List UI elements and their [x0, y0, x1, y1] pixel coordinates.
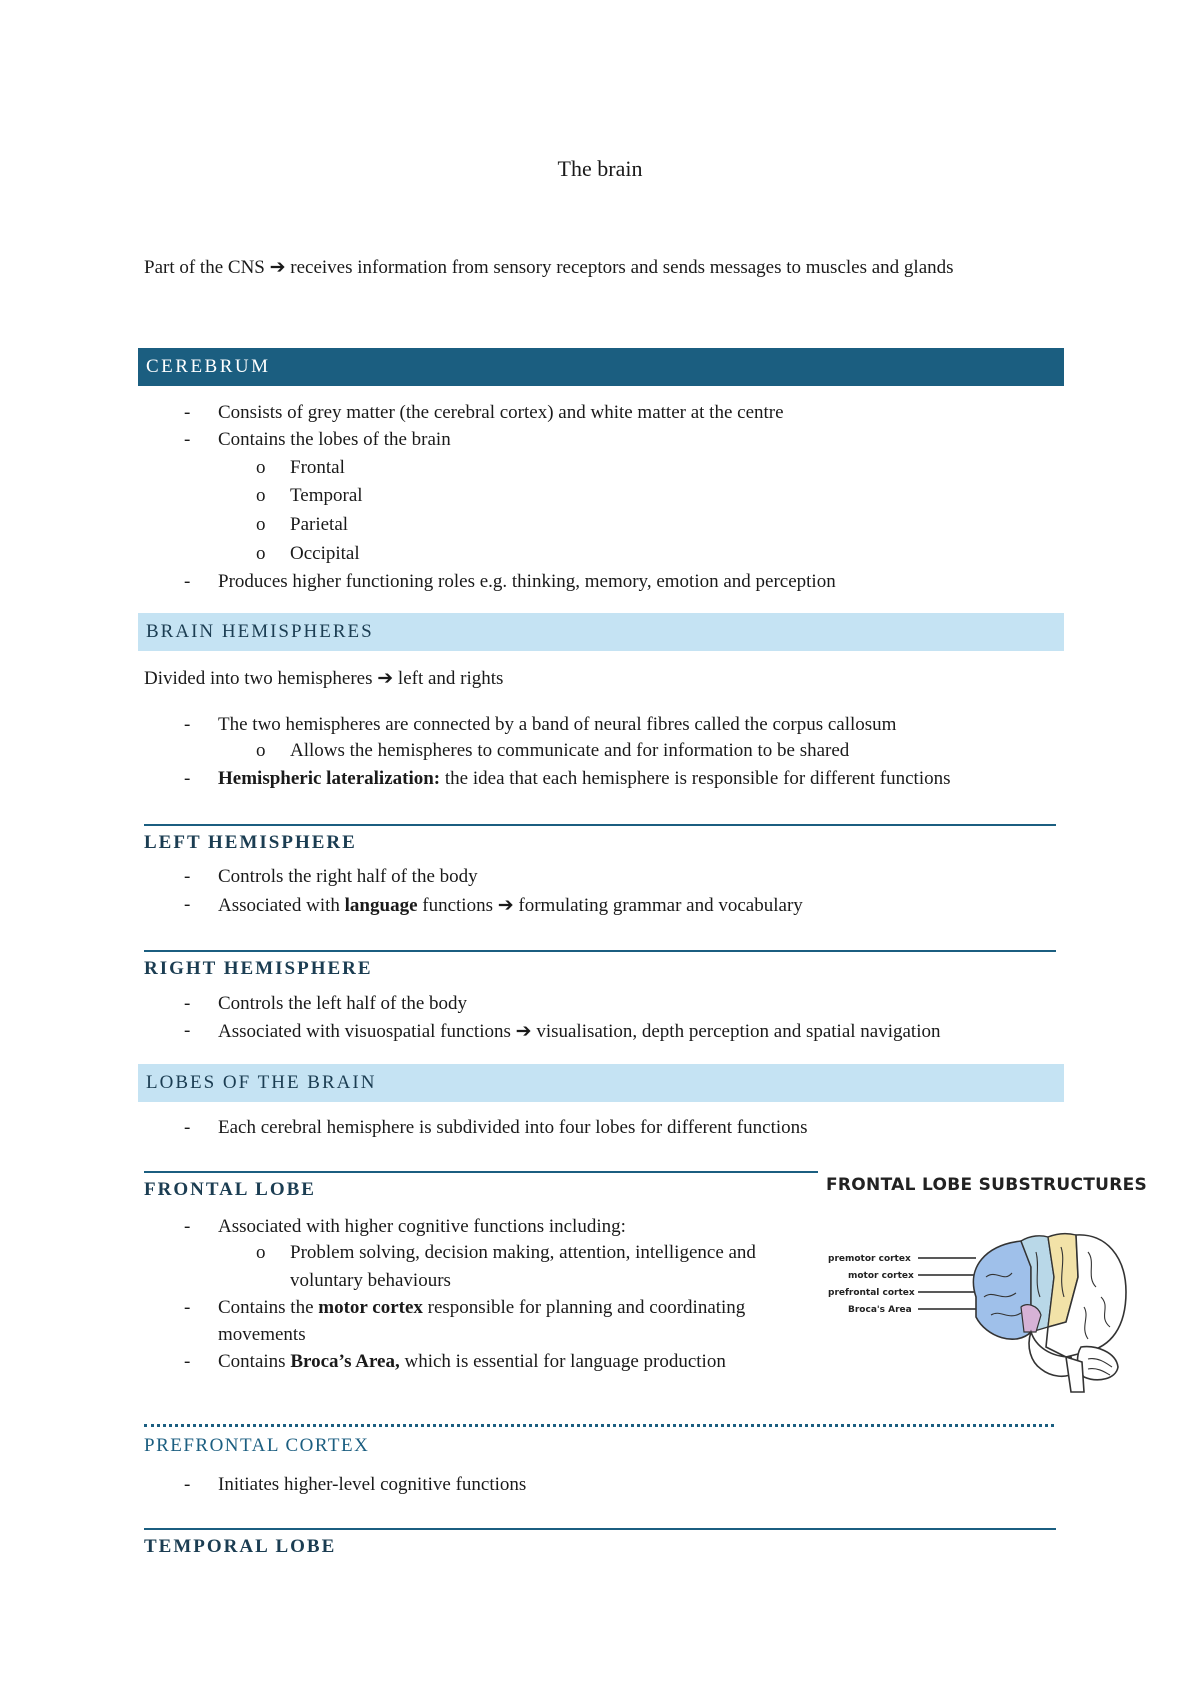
hemispheres-intro-before: Divided into two hemispheres: [144, 668, 378, 689]
figure-title: FRONTAL LOBE SUBSTRUCTURES: [826, 1175, 1148, 1195]
temporal-lobe-heading-rule: [144, 1528, 1056, 1557]
frontal-bullet-2: [218, 1297, 745, 1319]
frontal-sub-1-line-2: voluntary behaviours: [290, 1270, 451, 1291]
hemispheres-heading-bar: [138, 613, 1064, 651]
hemispheres-intro-after: left and rights: [393, 668, 504, 689]
rh-text: Associated with visuospatial functions: [218, 1021, 516, 1042]
sub-bullet-marker: o: [256, 457, 266, 478]
brain-diagram-icon: [826, 1197, 1132, 1407]
frontal-sub-1-line-1: Problem solving, decision making, attention, intelligence and: [290, 1242, 756, 1263]
lh-bold: language: [344, 895, 418, 916]
lobes-heading: LOBES OF THE BRAIN: [146, 1072, 377, 1093]
hemispheres-heading: BRAIN HEMISPHERES: [146, 621, 374, 642]
dash-marker: -: [184, 768, 191, 789]
cerebrum-bullet-3: Produces higher functioning roles e.g. thinking, memory, emotion and perception: [218, 571, 836, 592]
sub-bullet-marker: o: [256, 543, 266, 564]
hemispheres-sub-1: Allows the hemispheres to communicate and for information to be shared: [290, 740, 850, 761]
prefrontal-bullet-1: Initiates higher-level cognitive functions: [218, 1474, 527, 1495]
lobes-bullet-1: Each cerebral hemisphere is subdivided into four lobes for different functions: [218, 1117, 808, 1138]
dash-marker: -: [184, 1020, 191, 1041]
lateralization-definition: the idea that each hemisphere is responsible for different functions: [440, 768, 951, 789]
dash-marker: -: [184, 866, 191, 887]
lobe-item-temporal: Temporal: [290, 485, 363, 506]
prefrontal-heading: PREFRONTAL CORTEX: [144, 1435, 370, 1456]
left-hemisphere-heading: LEFT HEMISPHERE: [144, 832, 357, 853]
arrow-icon: ➔: [377, 668, 394, 689]
arrow-icon: ➔: [515, 1021, 532, 1042]
intro-line: [144, 256, 954, 279]
lobe-item-parietal: Parietal: [290, 514, 349, 535]
label-prefrontal-cortex: prefrontal cortex: [828, 1288, 915, 1298]
lh-text-after: functions: [417, 895, 498, 916]
hemispheres-intro: [144, 667, 503, 690]
brocas-area-term: Broca’s Area,: [290, 1351, 400, 1372]
right-hemisphere-heading-rule: [144, 950, 1056, 979]
rh-tail: visualisation, depth perception and spatial navigation: [531, 1021, 941, 1042]
label-brocas-area: Broca's Area: [848, 1305, 912, 1315]
motor-cortex-term: motor cortex: [318, 1297, 423, 1318]
hemispheres-bullet-2: [218, 768, 951, 790]
hemispheres-bullet-1: The two hemispheres are connected by a band of neural fibres called the corpus callosum: [218, 714, 897, 735]
sub-bullet-marker: o: [256, 740, 266, 761]
dash-marker: -: [184, 1474, 191, 1495]
frontal-bullet-3: [218, 1351, 726, 1373]
lh-tail: formulating grammar and vocabulary: [513, 895, 803, 916]
left-hemisphere-bullet-1: Controls the right half of the body: [218, 866, 478, 887]
left-hemisphere-heading-rule: [144, 824, 1056, 853]
fl-text-after: responsible for planning and coordinating: [422, 1297, 746, 1318]
lobe-item-occipital: Occipital: [290, 543, 360, 564]
dash-marker: -: [184, 429, 191, 450]
dash-marker: -: [184, 1351, 191, 1372]
dash-marker: -: [184, 1117, 191, 1138]
fl3-text-after: which is essential for language production: [399, 1351, 726, 1372]
frontal-bullet-2-line-2: movements: [218, 1324, 306, 1345]
right-hemisphere-bullet-2: [218, 1020, 941, 1043]
frontal-lobe-figure: [826, 1175, 1148, 1400]
fl-text: Contains the: [218, 1297, 319, 1318]
frontal-lobe-heading: FRONTAL LOBE: [144, 1179, 316, 1200]
dash-marker: -: [184, 571, 191, 592]
right-hemisphere-bullet-1: Controls the left half of the body: [218, 993, 468, 1014]
cerebrum-heading-bar: [138, 348, 1064, 386]
cerebrum-heading: CEREBRUM: [146, 356, 271, 377]
intro-text-before: Part of the CNS: [144, 257, 270, 278]
right-hemisphere-heading: RIGHT HEMISPHERE: [144, 958, 373, 979]
dash-marker: -: [184, 402, 191, 423]
frontal-lobe-heading-rule: [144, 1171, 818, 1200]
page-title: The brain: [557, 156, 643, 181]
cerebrum-bullet-1: Consists of grey matter (the cerebral cortex) and white matter at the centre: [218, 402, 784, 423]
dash-marker: -: [184, 1216, 191, 1237]
dash-marker: -: [184, 1297, 191, 1318]
left-hemisphere-bullet-2: [218, 894, 803, 917]
arrow-icon: ➔: [269, 257, 286, 278]
lateralization-term: Hemispheric lateralization:: [218, 768, 441, 789]
temporal-lobe-heading: TEMPORAL LOBE: [144, 1536, 337, 1557]
arrow-icon: ➔: [497, 895, 514, 916]
lh-text: Associated with: [218, 895, 345, 916]
label-premotor-cortex: premotor cortex: [828, 1254, 911, 1264]
sub-bullet-marker: o: [256, 514, 266, 535]
sub-bullet-marker: o: [256, 1242, 266, 1263]
dash-marker: -: [184, 714, 191, 735]
frontal-bullet-1: Associated with higher cognitive functions including:: [218, 1216, 626, 1237]
cerebrum-bullet-2: Contains the lobes of the brain: [218, 429, 451, 450]
dash-marker: -: [184, 993, 191, 1014]
sub-bullet-marker: o: [256, 485, 266, 506]
dash-marker: -: [184, 894, 191, 915]
lobe-item-frontal: Frontal: [290, 457, 345, 478]
label-motor-cortex: motor cortex: [848, 1271, 914, 1281]
prefrontal-heading-rule: [144, 1424, 1054, 1456]
fl3-text: Contains: [218, 1351, 291, 1372]
intro-text-after: receives information from sensory receptors and sends messages to muscles and glands: [285, 257, 954, 278]
lobes-heading-bar: [138, 1064, 1064, 1102]
